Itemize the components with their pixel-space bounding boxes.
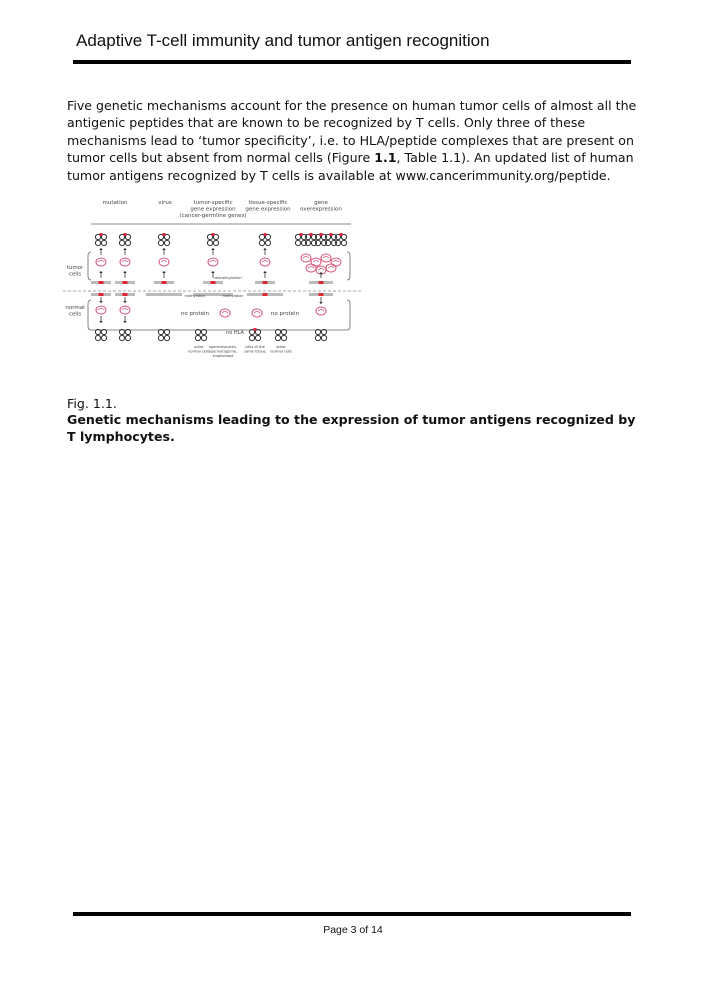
- annotation-demethylation: demethylation: [214, 275, 242, 280]
- overexp-normal-gene-mark: [319, 293, 324, 296]
- virus-normal-hla-d: [164, 335, 169, 340]
- column-header-5: gene: [314, 200, 328, 206]
- figure-label: Fig. 1.1.: [67, 396, 117, 411]
- paragraph-text-2: , Table 1.1). An updated list of human tumor antigens recognized by T cells is available at www.cancerimmunity.org/peptide.: [67, 150, 634, 183]
- overexp-normal-arrow-head: [319, 302, 323, 304]
- row-label-tumor: cells: [68, 271, 82, 278]
- tumor-hla-0-c: [95, 240, 100, 245]
- overexp-protein-2-fold: [323, 257, 329, 259]
- overexp-gene-mark: [319, 281, 324, 284]
- tumor-hla-4-d: [265, 240, 270, 245]
- subcaption-same-tissue: cells of the: [245, 345, 265, 349]
- virus-normal-hla-c: [158, 335, 163, 340]
- tissue-normal-protein-fold: [254, 312, 260, 314]
- overexp-protein-3: [331, 258, 341, 266]
- overexp-hla-3-peptide: [330, 233, 333, 236]
- figure-reference: 1.1: [374, 150, 397, 166]
- tumor-antigen-protein-4: [260, 258, 270, 266]
- tumor-arrow-gene-2-head: [162, 271, 166, 273]
- overexp-protein-2: [321, 254, 331, 262]
- normal-hla-1-c: [119, 335, 124, 340]
- subcaption-spermatocytes: spermatogonia,: [208, 349, 238, 354]
- column-header-4: gene expression: [245, 206, 291, 213]
- subcaption-other-normal-cells-2: normal cells: [270, 349, 292, 354]
- overexp-protein-6-fold: [318, 269, 324, 271]
- column-header-4: tissue-specific: [248, 200, 288, 206]
- overexp-hla-0-c: [295, 240, 300, 245]
- overexp-protein-5: [326, 264, 336, 272]
- annotation-methylation-2: methylation: [222, 294, 244, 298]
- annotation-no-protein-1: no protein: [180, 311, 210, 317]
- overexp-arrow-head: [319, 272, 323, 274]
- normal-protein-1-fold: [122, 309, 128, 311]
- tumor-hla-1-d: [125, 240, 130, 245]
- page-number: Page 3 of 14: [323, 924, 383, 936]
- paragraph-text-1: Five genetic mechanisms account for the presence on human tumor cells of almost all the antigenic peptides that are known to be recognized by T cells. Only three of these mechanisms lead to ‘tumor specificity’, i.e. to HLA/peptide complexes that are present on tumor cells but absent from normal cells (Figure: [67, 98, 637, 166]
- tumor-gene-0-mark: [99, 281, 104, 284]
- tumor-antigen-protein-1-fold: [122, 261, 128, 263]
- tumor-hla-2-peptide: [163, 233, 166, 236]
- running-header-title: Adaptive T-cell immunity and tumor antigen recognition: [76, 31, 490, 50]
- column-header-3: gene expression: [190, 206, 236, 213]
- overexp-normal-hla-c: [315, 335, 320, 340]
- overexp-hla-4-peptide: [340, 233, 343, 236]
- row-label-normal: cells: [68, 311, 82, 318]
- column-header-2: virus: [158, 200, 172, 206]
- column-header-3: (cancer-germline genes): [179, 213, 247, 219]
- tumor-gene-1-mark: [123, 281, 128, 284]
- normal-protein-0: [96, 306, 106, 314]
- annotation-methylation-1: methylation: [184, 294, 206, 298]
- tumor-arrow-up-3-head: [211, 248, 215, 250]
- tumor-arrow-gene-3-head: [211, 271, 215, 273]
- tissue-normal-hla-b-d: [281, 335, 286, 340]
- tissue-normal-hla-a-peptide: [254, 328, 257, 331]
- subcaption-spermatocytes: spermatocytes,: [209, 345, 237, 349]
- tumor-antigen-protein-3: [208, 258, 218, 266]
- tumor-gene-3-mark: [211, 281, 216, 284]
- ctg-normal-protein-fold: [222, 312, 228, 314]
- tumor-arrow-up-1-head: [123, 248, 127, 250]
- tumor-antigen-protein-2: [159, 258, 169, 266]
- overexp-hla-1-peptide: [310, 233, 313, 236]
- tumor-hla-0-d: [101, 240, 106, 245]
- tumor-gene-4-mark: [263, 281, 268, 284]
- normal-bracket: [88, 300, 350, 330]
- overexp-hla-4-d: [341, 240, 346, 245]
- subcaption-same-tissue: same tissue: [244, 349, 266, 354]
- ctg-normal-hla-c: [195, 335, 200, 340]
- tumor-antigen-protein-2-fold: [161, 261, 167, 263]
- column-header-1: mutation: [102, 200, 128, 206]
- normal-arrow-a-0-head: [99, 301, 103, 303]
- overexp-protein-0: [301, 254, 311, 262]
- tumor-antigen-protein-4-fold: [262, 261, 268, 263]
- normal-arrow-b-1-head: [123, 321, 127, 323]
- header-rule: [73, 60, 631, 64]
- overexp-protein-3-fold: [333, 261, 339, 263]
- tumor-arrow-gene-0-head: [99, 271, 103, 273]
- tumor-arrow-gene-4-head: [263, 271, 267, 273]
- normal-gene-0-mark: [99, 293, 104, 296]
- column-header-5: overexpression: [300, 206, 342, 213]
- footer-rule: [73, 912, 631, 916]
- subcaption-spermatocytes: trophoblast: [212, 354, 234, 359]
- annotation-no-protein-2: no protein: [270, 311, 300, 317]
- column-header-3: tumor-specific: [193, 200, 233, 206]
- tumor-hla-0-peptide: [100, 233, 103, 236]
- tissue-normal-gene-mark: [263, 293, 268, 296]
- tumor-bracket-left: [88, 252, 91, 280]
- tumor-antigen-protein-0-fold: [98, 261, 104, 263]
- normal-gene-1-mark: [123, 293, 128, 296]
- tissue-normal-hla-a-d: [255, 335, 260, 340]
- figure-1-1: [63, 192, 363, 370]
- ctg-normal-protein: [220, 309, 230, 317]
- overexp-protein-5-fold: [328, 267, 334, 269]
- tumor-hla-3-peptide: [212, 233, 215, 236]
- tumor-hla-3-d: [213, 240, 218, 245]
- row-label-normal: normal: [65, 305, 85, 311]
- tumor-hla-1-peptide: [124, 233, 127, 236]
- overexp-protein-1: [311, 258, 321, 266]
- normal-arrow-a-1-head: [123, 301, 127, 303]
- tumor-antigen-protein-0: [96, 258, 106, 266]
- normal-hla-1-d: [125, 335, 130, 340]
- tumor-arrow-up-4-head: [263, 248, 267, 250]
- tissue-normal-hla-a-c: [249, 335, 254, 340]
- overexp-protein-4: [306, 264, 316, 272]
- overexp-hla-2-peptide: [320, 233, 323, 236]
- tumor-hla-4-peptide: [264, 233, 267, 236]
- body-paragraph: [67, 97, 641, 184]
- tumor-arrow-up-0-head: [99, 248, 103, 250]
- tissue-normal-protein: [252, 309, 262, 317]
- subcaption-other-normal-cells: normal cells: [188, 349, 210, 354]
- tumor-antigen-protein-1: [120, 258, 130, 266]
- overexp-protein-1-fold: [313, 261, 319, 263]
- subcaption-other-normal-cells: other: [194, 345, 204, 349]
- annotation-no-hla: no HLA: [226, 330, 244, 336]
- overexp-protein-4-fold: [308, 267, 314, 269]
- tumor-bracket-right: [347, 252, 350, 280]
- virus-normal-gene: [146, 293, 182, 296]
- tumor-hla-2-d: [164, 240, 169, 245]
- ctg-normal-hla-d: [201, 335, 206, 340]
- row-label-tumor: tumor: [66, 265, 84, 271]
- normal-protein-0-fold: [98, 309, 104, 311]
- normal-hla-0-c: [95, 335, 100, 340]
- overexp-normal-protein-fold: [318, 310, 324, 312]
- tumor-arrow-gene-1-head: [123, 271, 127, 273]
- subcaption-other-normal-cells-2: other: [276, 345, 286, 349]
- normal-arrow-b-0-head: [99, 321, 103, 323]
- tumor-antigen-protein-3-fold: [210, 261, 216, 263]
- tumor-hla-1-c: [119, 240, 124, 245]
- tumor-hla-4-c: [259, 240, 264, 245]
- tumor-arrow-up-2-head: [162, 248, 166, 250]
- overexp-protein-0-fold: [303, 257, 309, 259]
- normal-protein-1: [120, 306, 130, 314]
- figure-caption: Genetic mechanisms leading to the expression of tumor antigens recognized by T lymphocytes.: [67, 412, 636, 445]
- tissue-normal-hla-b-c: [275, 335, 280, 340]
- overexp-normal-protein: [316, 307, 326, 315]
- mechanisms-diagram: [63, 192, 363, 370]
- overexp-hla-0-peptide: [300, 233, 303, 236]
- tumor-hla-2-c: [158, 240, 163, 245]
- tumor-gene-2-mark: [162, 281, 167, 284]
- overexp-normal-hla-d: [321, 335, 326, 340]
- tumor-hla-3-c: [207, 240, 212, 245]
- normal-hla-0-d: [101, 335, 106, 340]
